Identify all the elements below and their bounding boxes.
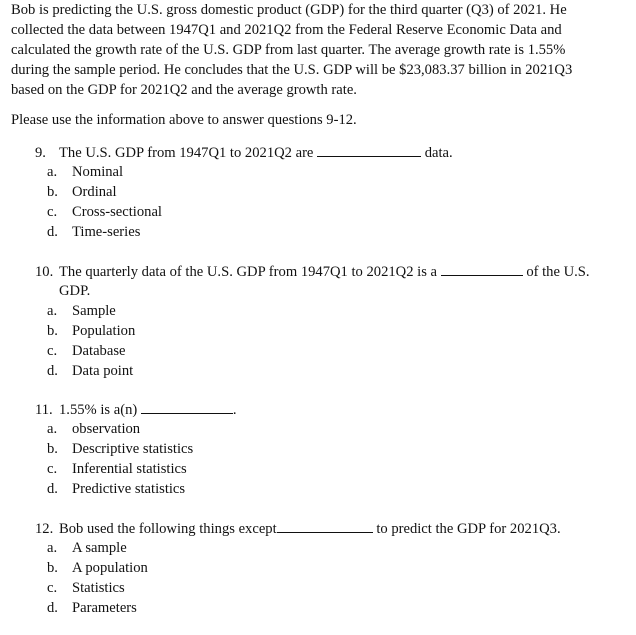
question-number: 12. <box>35 521 54 537</box>
instruction-text: Please use the information above to answer questions 9-12. <box>11 112 357 128</box>
option-letter: b. <box>47 560 58 576</box>
question-text-after: data. <box>421 145 453 161</box>
option-letter: d. <box>47 363 58 379</box>
answer-blank[interactable] <box>317 142 421 157</box>
option-letter: a. <box>47 164 58 180</box>
option-a[interactable] <box>35 162 635 182</box>
option-text: Data point <box>72 363 134 379</box>
option-c[interactable] <box>35 459 635 479</box>
option-letter: c. <box>47 461 58 477</box>
option-b[interactable] <box>35 182 635 202</box>
option-b[interactable] <box>35 439 635 459</box>
question-number: 9. <box>35 145 46 161</box>
intro-line: calculated the growth rate of the U.S. GDP from last quarter. The average growth rate is 1.55% <box>11 42 566 58</box>
option-d[interactable] <box>35 361 635 381</box>
option-text: Inferential statistics <box>72 461 187 477</box>
option-letter: c. <box>47 343 58 359</box>
answer-blank[interactable] <box>277 518 373 533</box>
intro-line: collected the data between 1947Q1 and 2021Q2 from the Federal Reserve Economic Data and <box>11 22 562 38</box>
option-letter: a. <box>47 303 58 319</box>
option-letter: c. <box>47 204 58 220</box>
option-text: Statistics <box>72 580 125 596</box>
question-text-after: . <box>232 402 237 418</box>
question-text: The quarterly data of the U.S. GDP from 1947Q1 to 2021Q2 is a <box>59 264 441 280</box>
option-a[interactable] <box>35 538 635 558</box>
intro-line: during the sample period. He concludes that the U.S. GDP will be $23,083.37 billion in 2021Q3 <box>11 62 573 78</box>
option-text: A population <box>72 560 148 576</box>
question-text-after: of the U.S. <box>522 264 590 280</box>
option-text: Sample <box>72 303 116 319</box>
option-letter: d. <box>47 224 58 240</box>
option-text: Descriptive statistics <box>72 441 194 457</box>
option-text: Population <box>72 323 136 339</box>
question-number: 10. <box>35 264 54 280</box>
option-d[interactable] <box>35 598 635 618</box>
option-text: A sample <box>72 540 127 556</box>
option-a[interactable] <box>35 301 635 321</box>
option-text: Ordinal <box>72 184 117 200</box>
option-text: Nominal <box>72 164 124 180</box>
option-c[interactable] <box>35 341 635 361</box>
option-letter: b. <box>47 184 58 200</box>
question-9 <box>35 142 635 242</box>
option-letter: b. <box>47 441 58 457</box>
question-text: The U.S. GDP from 1947Q1 to 2021Q2 are <box>59 145 318 161</box>
option-a[interactable] <box>35 419 635 439</box>
option-letter: c. <box>47 580 58 596</box>
question-text-after: to predict the GDP for 2021Q3. <box>372 521 561 537</box>
answer-blank[interactable] <box>141 399 233 414</box>
question-number: 11. <box>35 402 53 418</box>
intro-paragraph <box>11 0 631 100</box>
option-c[interactable] <box>35 202 635 222</box>
question-text: Bob used the following things except <box>59 521 277 537</box>
option-text: Time-series <box>72 224 141 240</box>
option-c[interactable] <box>35 578 635 598</box>
option-text: Database <box>72 343 126 359</box>
option-letter: d. <box>47 481 58 497</box>
option-text: Cross-sectional <box>72 204 162 220</box>
option-b[interactable] <box>35 321 635 341</box>
option-d[interactable] <box>35 222 635 242</box>
option-letter: b. <box>47 323 58 339</box>
option-text: Parameters <box>72 600 137 616</box>
intro-line: based on the GDP for 2021Q2 and the average growth rate. <box>11 82 357 98</box>
question-text: 1.55% is a(n) <box>59 402 141 418</box>
question-text-continued: GDP. <box>59 283 91 299</box>
question-10 <box>35 261 635 381</box>
option-letter: a. <box>47 540 58 556</box>
option-text: Predictive statistics <box>72 481 186 497</box>
option-d[interactable] <box>35 479 635 499</box>
question-11 <box>35 399 635 499</box>
option-text: observation <box>72 421 141 437</box>
option-b[interactable] <box>35 558 635 578</box>
answer-blank[interactable] <box>441 261 523 276</box>
question-12 <box>35 518 635 618</box>
option-letter: a. <box>47 421 58 437</box>
option-letter: d. <box>47 600 58 616</box>
intro-line: Bob is predicting the U.S. gross domestic product (GDP) for the third quarter (Q3) of 2021. He <box>11 2 567 18</box>
